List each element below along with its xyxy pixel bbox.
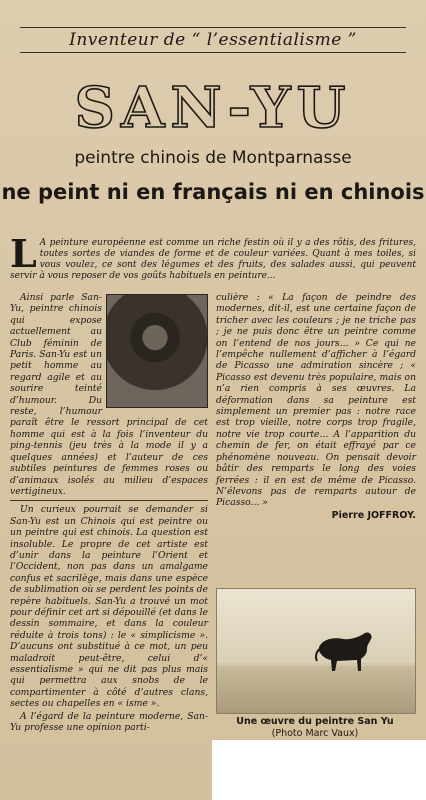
byline: Pierre JOFFROY. xyxy=(331,509,416,521)
right-column xyxy=(216,292,416,521)
left-column xyxy=(10,292,208,734)
kicker: Inventeur de “ l’essentialisme ” xyxy=(69,30,357,50)
subhead: peintre chinois de Montparnasse xyxy=(74,148,352,168)
kicker-bottom-rule xyxy=(20,52,406,53)
paragraph: Un curieux pourrait se demander si San-Yu est un Chinois qui est peintre ou un peintre qui est chinois. La question est insoluble. Le propre de cet artiste est d’unir dans la peinture l’Orient et l’Occident, non pas dans un amalgame confus et sacrilège, mais dans une espèce de sublimation où se perdent les points de repère habituels. San-Yu a trouvé un mot pour définir cet art si dépouillé (et dans le dessin sommaire, et dans la couleur réduite à trois tons) : le « simplicisme ». D’aucuns ont substitué à ce mot, un peu maladroit peut-être, celui d’« essentialisme » qui ne dit pas plus mais qui permettra aux snobs de le compartimenter à côté d’autres clans, sectes ou chapelles en « isme ». xyxy=(10,504,208,710)
photo-caption xyxy=(216,716,414,740)
paragraph: A l’égard de la peinture moderne, San-Yu professe une opinion parti- xyxy=(10,710,208,734)
drop-cap: L xyxy=(10,231,37,276)
headline: SAN-YU xyxy=(74,75,352,141)
painting-reproduction xyxy=(216,588,416,714)
deck: ne peint ni en français ni en chinois xyxy=(1,180,425,204)
caption-credit: (Photo Marc Vaux) xyxy=(271,728,359,739)
kicker-top-rule xyxy=(20,27,406,28)
paragraph: Ainsi parle San-Yu, peintre chinois qui expose actuellement au Club féminin de Paris. San-Yu est un petit homme au regard agile et au sourire teinté d’humour. Du reste, l’humour paraît être le ressort principal de cet homme qui est à la fois l’inventeur du ping-tennis (jeu très à la mode il y a quelques années) et l’auteur de ces subtiles peintures de femmes roses ou d’animaux isolés au milieu d’espaces vertigineux. xyxy=(10,292,208,497)
paragraph-separator xyxy=(10,500,208,501)
portrait-photo xyxy=(106,294,208,408)
lead-text: A peinture européenne est comme un riche festin où il y a des rôtis, des fritures, toutes sortes de viandes de forme et de couleur variées. Quant à mes toiles, si vous voulez, ce sont des légumes et des fruits, des salades aussi, qui peuvent servir à vous reposer de vos goûts habituels en peinture... xyxy=(10,238,416,281)
caption-title: Une œuvre du peintre San Yu xyxy=(236,716,394,727)
lead-paragraph xyxy=(10,231,416,282)
paragraph: culière : « La façon de peindre des modernes, dit-il, est une certaine façon de tricher avec les couleurs ; je ne triche pas ; je ne puis donc être un peintre comme on l’entend de nos jours... » Ce qui ne l’empêche nullement d’afficher à l’égard de Picasso une admiration sincère ; « Picasso est devenu très populaire, mais on n’a rien compris à ses œuvres. La déformation dans sa peinture est simplement un premier pas : notre race est trop vieille, notre corps trop fragile, notre vie trop courte... A l’apparition du chemin de fer, on était effrayé par ce phénomène nouveau. On pensait devoir bâtir des remparts le long des voies ferrées : il en est de même de Picasso. N’élevons pas de remparts autour de Picasso... » xyxy=(216,292,416,509)
horse-figure xyxy=(313,629,377,673)
blank-corner xyxy=(212,740,426,800)
